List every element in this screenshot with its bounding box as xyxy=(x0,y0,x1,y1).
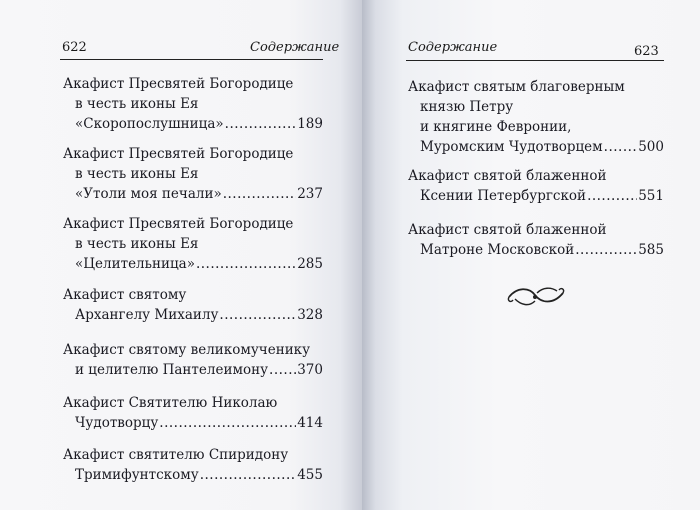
toc-entry[interactable] xyxy=(63,285,323,325)
leader-dots xyxy=(587,186,637,206)
toc-entry[interactable] xyxy=(63,144,323,204)
toc-entry-line: князю Петру xyxy=(420,99,514,115)
header-rule-left xyxy=(60,59,323,60)
toc-entry-last-line: Тримифунтскому ..... 455 xyxy=(63,465,323,485)
toc-entry-title: Акафист Пресвятей Богородице xyxy=(63,216,294,232)
toc-entry-title: Акафист святому xyxy=(63,287,187,303)
toc-entry-last-line: «Скоропослушница» ..... 189 xyxy=(63,114,323,134)
toc-entry-line: и княгине Февронии, xyxy=(420,119,572,135)
leader-dots xyxy=(200,465,297,485)
toc-entry-last-line: Архангелу Михаилу ..... 328 xyxy=(63,305,323,325)
toc-entry-line: в честь иконы Ея xyxy=(75,96,199,112)
toc-entry-title: Акафист святым благоверным xyxy=(408,79,625,95)
toc-entry[interactable] xyxy=(63,445,323,485)
floral-ornament-icon xyxy=(505,283,567,311)
toc-page-number: 414 xyxy=(297,415,323,431)
toc-page-number: 551 xyxy=(638,188,664,204)
toc-page-number: 455 xyxy=(297,467,323,483)
toc-entry[interactable] xyxy=(63,74,323,134)
toc-entry[interactable] xyxy=(408,77,664,157)
toc-entry-last-line: «Утоли моя печали» ..... 237 xyxy=(63,184,323,204)
running-head-left: Содержание xyxy=(250,40,340,55)
toc-page-number: 237 xyxy=(297,186,323,202)
toc-page-number: 500 xyxy=(638,139,664,155)
toc-entry-last-line: и целителю Пантелеимону ..... 370 xyxy=(63,360,323,380)
toc-page-number: 285 xyxy=(297,256,323,272)
toc-page-number: 189 xyxy=(297,116,323,132)
toc-entry-last-line: Муромским Чудотворцем ..... 500 xyxy=(408,137,664,157)
toc-entry[interactable] xyxy=(408,220,664,260)
running-head-right: Содержание xyxy=(408,40,498,55)
leader-dots xyxy=(604,137,638,157)
toc-entry-title: Акафист святой блаженной xyxy=(408,168,607,184)
toc-entry-title: Акафист святому великомученику xyxy=(63,342,311,358)
toc-entry-title: Акафист святой блаженной xyxy=(408,222,607,238)
toc-page-number: 370 xyxy=(297,362,323,378)
toc-entry-last-line: Ксении Петербургской ..... 551 xyxy=(408,186,664,206)
toc-entry-title: Акафист Пресвятей Богородице xyxy=(63,76,294,92)
toc-entry-title: Акафист Пресвятей Богородице xyxy=(63,146,294,162)
header-rule-right xyxy=(406,60,664,61)
toc-entry-title: Акафист Святителю Николаю xyxy=(63,395,278,411)
toc-entry-last-line: Чудотворцу ..... 414 xyxy=(63,413,323,433)
page-number-right: 623 xyxy=(634,44,659,59)
toc-entry-line: в честь иконы Ея xyxy=(75,166,199,182)
toc-entry[interactable] xyxy=(408,166,664,206)
toc-entry-title: Акафист святителю Спиридону xyxy=(63,447,289,463)
leader-dots xyxy=(225,114,297,134)
leader-dots xyxy=(575,240,637,260)
leader-dots xyxy=(269,360,296,380)
leader-dots xyxy=(159,413,296,433)
leader-dots xyxy=(219,305,296,325)
toc-page-number: 328 xyxy=(297,307,323,323)
page-number-left: 622 xyxy=(62,40,87,55)
leader-dots xyxy=(223,184,297,204)
toc-entry[interactable] xyxy=(63,393,323,433)
toc-entry-last-line: «Целительница» ..... 285 xyxy=(63,254,323,274)
toc-entry-last-line: Матроне Московской ..... 585 xyxy=(408,240,664,260)
toc-page-number: 585 xyxy=(638,242,664,258)
toc-entry-line: в честь иконы Ея xyxy=(75,236,199,252)
toc-entry[interactable] xyxy=(63,340,323,380)
toc-entry[interactable] xyxy=(63,214,323,274)
leader-dots xyxy=(196,254,296,274)
right-page xyxy=(362,0,700,510)
